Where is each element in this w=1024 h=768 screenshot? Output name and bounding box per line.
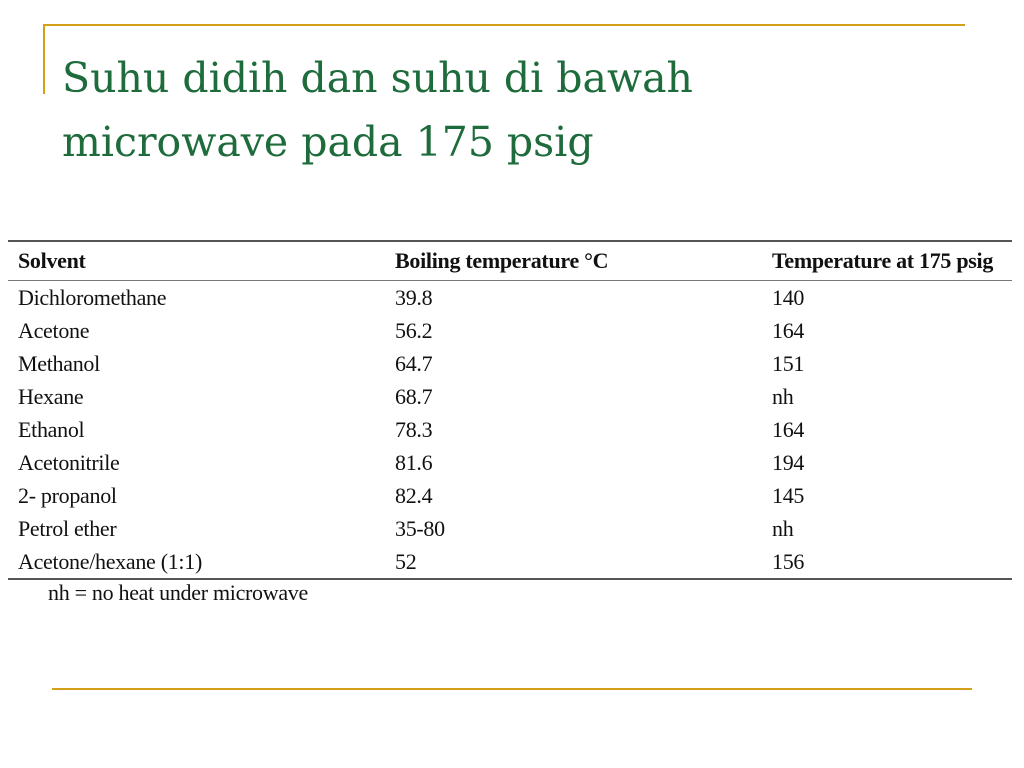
table-row (8, 347, 1012, 380)
psig-temp-cell: 156 (772, 548, 805, 574)
solvent-cell: Hexane (18, 383, 84, 409)
table-row (8, 479, 1012, 512)
table-row (8, 512, 1012, 545)
boiling-temp-cell: 78.3 (395, 416, 433, 442)
psig-temp-cell: 164 (772, 317, 805, 343)
solvent-cell: Acetonitrile (18, 449, 120, 475)
header-temperature-175-psig: Temperature at 175 psig (772, 248, 994, 273)
table-row (8, 446, 1012, 479)
table-row (8, 380, 1012, 413)
bottom-accent-rule (52, 688, 972, 690)
psig-temp-cell: 140 (772, 284, 805, 310)
psig-temp-cell: 194 (772, 449, 805, 475)
boiling-temp-cell: 35-80 (395, 515, 445, 541)
solvent-table (8, 240, 1012, 580)
slide-title-line-2: microwave pada 175 psig (62, 118, 594, 166)
solvent-cell: Ethanol (18, 416, 85, 442)
table-row (8, 314, 1012, 347)
header-solvent: Solvent (18, 248, 86, 273)
solvent-cell: Acetone (18, 317, 90, 343)
solvent-cell: Methanol (18, 350, 100, 376)
solvent-cell: Acetone/hexane (1:1) (18, 548, 202, 574)
solvent-table-container (8, 240, 1012, 580)
psig-temp-cell: 151 (772, 350, 805, 376)
boiling-temp-cell: 56.2 (395, 317, 433, 343)
table-row (8, 413, 1012, 446)
psig-temp-cell: 145 (772, 482, 805, 508)
slide-title (62, 46, 962, 174)
solvent-cell: Dichloromethane (18, 284, 167, 310)
boiling-temp-cell: 68.7 (395, 383, 433, 409)
boiling-temp-cell: 81.6 (395, 449, 433, 475)
top-accent-rule (43, 24, 965, 26)
table-footnote: nh = no heat under microwave (48, 580, 308, 605)
psig-temp-cell: nh (772, 515, 794, 541)
header-boiling-temperature: Boiling temperature °C (395, 248, 609, 273)
psig-temp-cell: 164 (772, 416, 805, 442)
psig-temp-cell: nh (772, 383, 794, 409)
table-row (8, 281, 1012, 315)
boiling-temp-cell: 64.7 (395, 350, 433, 376)
boiling-temp-cell: 52 (395, 548, 417, 574)
boiling-temp-cell: 82.4 (395, 482, 433, 508)
slide-title-line-1: Suhu didih dan suhu di bawah (62, 54, 693, 102)
solvent-cell: Petrol ether (18, 515, 117, 541)
table-header-row (8, 241, 1012, 281)
table-row (8, 545, 1012, 579)
solvent-cell: 2- propanol (18, 482, 117, 508)
left-accent-rule (43, 24, 45, 94)
boiling-temp-cell: 39.8 (395, 284, 433, 310)
